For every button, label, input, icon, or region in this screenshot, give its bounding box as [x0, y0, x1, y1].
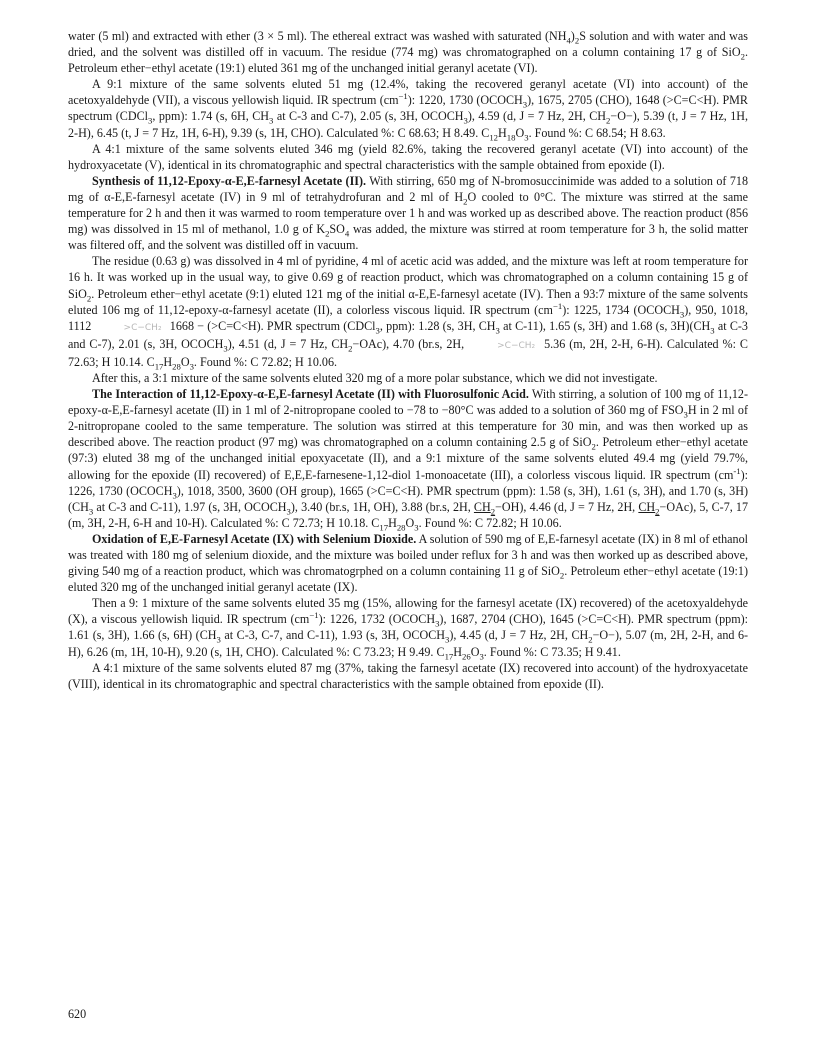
- structure-fragment: >C−CH₂: [497, 340, 536, 351]
- subscript: 2: [86, 292, 92, 303]
- text-run: . Petroleum ether−ethyl acetate (19:1) eluted 320 mg of the unchanged initial geranyl acetate (IX).: [68, 564, 748, 595]
- subscript: 3: [172, 490, 177, 501]
- text-run: ), 1675, 2705 (CHO), 1648 (>C=C<H). PMR spectrum (CDCl: [68, 93, 748, 124]
- subscript: 2: [490, 506, 496, 517]
- paragraph: [68, 370, 748, 386]
- page-number: 620: [68, 1007, 87, 1021]
- text-run: ), 4.45 (d, J = 7 Hz, 2H, CH: [449, 628, 589, 643]
- text-run: , ppm): 1.74 (s, 6H, CH: [152, 109, 270, 124]
- text-run: With stirring, 650 mg of N-bromosuccinimide was added to a solution of 718 mg of α-E,E-farnesyl acetate (IV) in 9 ml of tetrahydrofuran and 2 ml of H: [68, 173, 748, 204]
- text-run: H: [453, 644, 462, 659]
- text-run: ), 1018, 3500, 3600 (OH group), 1665 (>C=C<H). PMR spectrum (ppm): 1.58 (s, 3H), 1.61 (s, 3H), and 1.70 (s, 3H) (CH: [68, 483, 748, 514]
- subscript: 17: [154, 361, 164, 372]
- text-run: A 9:1 mixture of the same solvents eluted 51 mg (12.4%, taking the recovered geranyl acetate (VI) into account) of the acetoxyaldehyde (VII), a viscous yellowish liquid. IR spectrum (cm: [68, 77, 748, 108]
- text-run: CH: [638, 499, 656, 514]
- text-run: 5.36 (m, 2H, 2-H, 6-H). Calculated %: C 72.63; H 10.14. C: [68, 336, 748, 369]
- text-run: ): 1225, 1734 (OCOCH: [562, 302, 680, 317]
- subscript: 12: [489, 131, 499, 142]
- text-run: −O−), 5.07 (m, 2H, 2-H, and 6-H), 6.26 (m, 1H, 10-H), 9.20 (s, 1H, CHO). Calculated %: C 73.23; H 9.49. C: [68, 628, 749, 659]
- subscript: 3: [710, 325, 715, 336]
- text-run: ), 950, 1018, 1112: [68, 302, 749, 333]
- text-run: . Found %: C 72.82; H 10.06.: [193, 354, 338, 369]
- subscript: 2: [348, 343, 353, 354]
- text-run: Then a 9: 1 mixture of the same solvents eluted 35 mg (15%, allowing for the farnesyl acetate (IX) recovered) of the acetoxyaldehyde (X), a viscous yellowish liquid. IR spectrum (cm: [68, 596, 748, 627]
- subscript: 2: [591, 441, 596, 452]
- superscript: −1: [552, 300, 563, 311]
- subscript: 17: [444, 650, 454, 661]
- text-run: . Found %: C 72.82; H 10.06.: [418, 515, 562, 530]
- section-heading: Synthesis of 11,12-Epoxy-α-E,E-farnesyl Acetate (II).: [92, 173, 367, 188]
- subscript: 4: [344, 228, 350, 239]
- subscript: 2: [588, 634, 593, 645]
- text-run: H: [388, 515, 397, 530]
- subscript: 3: [522, 99, 528, 110]
- text-run: O: [470, 644, 480, 659]
- structure-fragment: >C−CH₂: [123, 322, 162, 333]
- text-run: . Found %: C 68.54; H 8.63.: [528, 125, 666, 140]
- text-run: −OH), 4.46 (d, J = 7 Hz, 2H,: [495, 499, 639, 514]
- text-run: ): 1220, 1730 (OCOCH: [407, 93, 523, 108]
- text-run: ), 1687, 2704 (CHO), 1645 (>C=C<H). PMR spectrum (ppm): 1.61 (s, 3H), 1.66 (s, 6H) (CH: [68, 612, 749, 643]
- text-run: H in 2 ml of 2-nitropropane cooled to the same temperature. The solution was stirred at this temperature for 30 min, and was then worked up as described above. The reaction product (97 mg) was chromatographed on a column containing 2.5 g of SiO: [68, 403, 748, 450]
- subscript: 18: [506, 131, 516, 142]
- page-body: [68, 28, 748, 692]
- paragraph: [68, 386, 748, 531]
- section-heading: Oxidation of E,E-Farnesyl Acetate (IX) with Selenium Dioxide.: [92, 531, 417, 546]
- text-run: −OAc), 5, C-7, 17 (m, 3H, 2-H, 6-H and 10-H). Calculated %: C 72.73; H 10.18. C: [68, 499, 748, 530]
- subscript: 3: [189, 361, 194, 372]
- superscript: −1: [398, 91, 408, 102]
- subscript: 3: [216, 634, 221, 645]
- subscript: 3: [435, 618, 440, 629]
- paragraph: [68, 28, 748, 76]
- subscript: 2: [559, 570, 565, 581]
- text-run: After this, a 3:1 mixture of the same solvents eluted 320 mg of a more polar substance, which we did not investigate.: [92, 370, 658, 385]
- text-run: O: [180, 354, 190, 369]
- subscript: 3: [148, 115, 153, 126]
- text-run: O cooled to 0°C. The mixture was stirred at the same temperature for 2 h and then it was warmed to room temperature over 1 h and was worked up as described above. The reaction product (856 mg) was dissolved in 15 ml of methanol, 1.0 g of K: [68, 189, 749, 237]
- text-run: ): [570, 29, 575, 43]
- paragraph: [68, 531, 748, 595]
- text-run: at C-3 and C-7), 2.01 (s, 3H, OCOCH: [68, 318, 748, 351]
- subscript: 3: [524, 131, 529, 142]
- text-run: S solution and with water and was dried, and the solvent was distilled off in vacuum. The residue (774 mg) was chromatographed on a column containing 17 g of SiO: [68, 29, 748, 60]
- subscript: 2: [325, 228, 330, 239]
- text-run: A 4:1 mixture of the same solvents eluted 346 mg (yield 82.6%, taking the recovered geranyl acetate (VI) into account) of the hydroxyacetate (V), identical in its chromatographic and spectral characteristics with the sample obtained from epoxide (I).: [68, 141, 748, 172]
- subscript: 3: [495, 325, 500, 336]
- text-run: With stirring, a solution of 100 mg of 11,12-epoxy-α-E,E-farnesyl acetate (II) in 1 ml of 2-nitropropane cooled to −78 to −80°C was added to a solution of 360 mg of FSO: [68, 387, 748, 418]
- text-run: The residue (0.63 g) was dissolved in 4 ml of pyridine, 4 ml of acetic acid was added, and the mixture was left at room temperature for 16 h. It was worked up in the usual way, to give 0.69 g of reaction product, which was chromatographed on a column containing 15 g of SiO: [68, 254, 748, 301]
- text-run: at C-3, C-7, and C-11), 1.93 (s, 3H, OCOCH: [220, 628, 446, 643]
- text-run: H: [163, 354, 173, 369]
- subscript: 3: [414, 522, 419, 533]
- text-run: at C-3 and C-11), 1.97 (s, 3H, OCOCH: [93, 499, 287, 514]
- subscript: 28: [172, 361, 181, 372]
- text-run: ): 1226, 1732 (OCOCH: [318, 612, 436, 627]
- subscript: 28: [396, 522, 406, 533]
- text-run: H: [498, 125, 507, 140]
- subscript: 3: [679, 309, 685, 319]
- text-run: water (5 ml) and extracted with ether (3 × 5 ml). The ethereal extract was washed with saturated (NH: [68, 29, 567, 43]
- paragraph: [68, 660, 748, 692]
- paragraph: [68, 141, 748, 173]
- subscript: 3: [375, 325, 380, 336]
- subscript: 3: [463, 115, 468, 126]
- subscript: 2: [606, 115, 611, 126]
- text-run: , ppm): 1.28 (s, 3H, CH: [379, 318, 496, 333]
- paragraph: [68, 76, 748, 140]
- subscript: 2: [740, 51, 745, 62]
- text-run: was added, the mixture was stirred at room temperature for 3 h, the solid matter was filtered off, and the solvent was distilled off in vacuum.: [68, 222, 749, 253]
- text-run: O: [515, 125, 525, 140]
- text-run: ), 4.59 (d, J = 7 Hz, 2H, CH: [467, 109, 607, 124]
- subscript: 3: [88, 506, 94, 517]
- subscript: 3: [683, 409, 688, 420]
- subscript: 17: [379, 522, 389, 533]
- subscript: 3: [479, 650, 484, 661]
- text-run: −O−), 5.39 (t, J = 7 Hz, 1H, 2-H), 6.45 (t, J = 7 Hz, 1H, 6-H), 9.39 (s, 1H, CHO). Calculated %: C 68.63; H 8.49. C: [68, 109, 749, 140]
- text-run: . Petroleum ether−ethyl acetate (9:1) eluted 121 mg of the initial α-E,E-farnesyl acetate (IV). Then a 93:7 mixture of the same solvents eluted 106 mg of 11,12-epoxy-α-farnesyl acetate (II), a colorless viscous liquid. IR spectrum (cm: [68, 286, 748, 317]
- subscript: 3: [445, 634, 450, 645]
- text-run: −OAc), 4.70 (br.s, 2H,: [352, 336, 469, 351]
- text-run: . Petroleum ether−ethyl acetate (97:3) eluted 38 mg of the unchanged initial epoxyacetate (II), and a 9:1 mixture of the same solvents eluted 49.4 mg (yield 79.7%, allowing for the epoxide (II) recovered) of E,E,E-farnesene-1,12-diol 1-monoacetate (III), a colorless viscous liquid. IR spectrum (cm: [68, 435, 748, 482]
- text-run: SO: [329, 222, 345, 237]
- superscript: -1: [733, 465, 741, 476]
- subscript: 3: [223, 343, 228, 354]
- text-run: ), 3.40 (br.s, 1H, OH), 3.88 (br.s, 2H,: [290, 499, 474, 514]
- subscript: 3: [286, 506, 291, 517]
- paragraph: [68, 173, 748, 253]
- text-run: . Found %: C 73.35; H 9.41.: [483, 644, 621, 659]
- subscript: 4: [566, 35, 571, 46]
- text-run: A 4:1 mixture of the same solvents eluted 87 mg (37%, taking the farnesyl acetate (IX) recovered into account) of the hydroxyacetate (VIII), identical in its chromatographic and spectral characteristics with the sample obtained from epoxide (II).: [68, 660, 748, 691]
- subscript: 3: [269, 115, 274, 126]
- superscript: −1: [309, 610, 319, 621]
- subscript: 2: [463, 196, 468, 207]
- text-run: A solution of 590 mg of E,E-farnesyl acetate (IX) in 8 ml of ethanol was treated with 180 mg of selenium dioxide, and the mixture was boiled under reflux for 3 h and was then worked up as described above, giving 540 mg of a reaction product, which was chromatogrphed on a column containing 11 g of SiO: [68, 531, 748, 579]
- text-run: ): 1226, 1730 (OCOCH: [68, 467, 748, 498]
- subscript: 26: [462, 650, 471, 661]
- text-run: CH: [473, 499, 491, 514]
- paragraph: [68, 595, 748, 659]
- text-run: . Petroleum ether−ethyl acetate (19:1) eluted 361 mg of the unchanged initial geranyl acetate (VI).: [68, 45, 748, 76]
- text-run: at C-11), 1.65 (s, 3H) and 1.68 (s, 3H)(CH: [499, 318, 711, 333]
- text-run: ), 4.51 (d, J = 7 Hz, CH: [227, 336, 349, 351]
- text-run: at C-3 and C-7), 2.05 (s, 3H, OCOCH: [273, 109, 464, 124]
- paragraph: [68, 253, 748, 370]
- subscript: 2: [574, 35, 580, 46]
- subscript: 2: [655, 506, 660, 517]
- text-run: O: [405, 515, 415, 530]
- section-heading: The Interaction of 11,12-Epoxy-α-E,E-farnesyl Acetate (II) with Fluorosulfonic Acid.: [92, 387, 529, 402]
- text-run: 1668 − (>C=C<H). PMR spectrum (CDCl: [166, 318, 376, 333]
